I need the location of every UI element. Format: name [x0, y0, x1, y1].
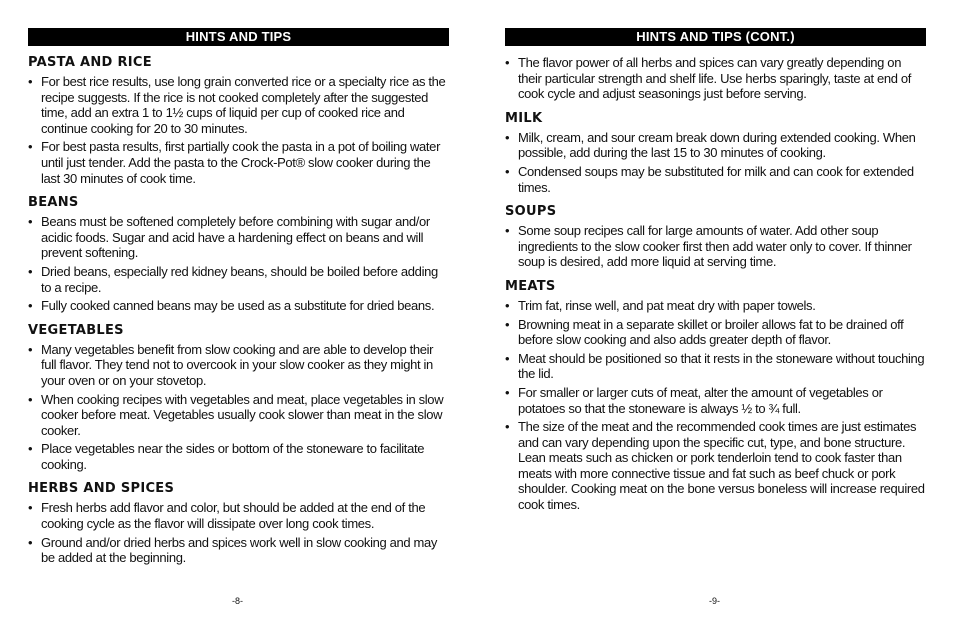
- meats-list: [505, 298, 926, 513]
- list-item: • Milk, cream, and sour cream break down during extended cooking. When possible, add during the last 15 to 30 minutes of cooking.: [505, 130, 926, 161]
- list-item: • Many vegetables benefit from slow cooking and are able to develop their full flavor. They tend not to overcook in your slow cooker as they might in your oven or on your stovetop.: [28, 342, 449, 389]
- list-item: • Trim fat, rinse well, and pat meat dry with paper towels.: [505, 298, 926, 314]
- section-title-beans: BEANS: [28, 195, 79, 211]
- list-item: • Fresh herbs add flavor and color, but should be added at the end of the cooking cycle as the flavor will dissipate over long cook times.: [28, 500, 449, 531]
- list-item: • Condensed soups may be substituted for milk and can cook for extended times.: [505, 164, 926, 195]
- section-title-meats: MEATS: [505, 278, 556, 294]
- list-item: • Place vegetables near the sides or bottom of the stoneware to facilitate cooking.: [28, 441, 449, 472]
- herbs-continued-list: [505, 55, 926, 102]
- right-page: [505, 28, 926, 513]
- herbs-and-spices-list: [28, 500, 449, 565]
- list-item: • Beans must be softened completely before combining with sugar and/or acidic foods. Sugar and acid have a hardening effect on beans and will prevent softening.: [28, 214, 449, 261]
- list-item: • Fully cooked canned beans may be used as a substitute for dried beans.: [28, 298, 449, 314]
- page-number-left: -8-: [232, 596, 243, 606]
- soups-list: [505, 223, 926, 270]
- list-item: • The size of the meat and the recommended cook times are just estimates and can vary depending upon the specific cut, type, and bone structure. Lean meats such as chicken or pork tenderloin tend to cook faster than meats with more connective tissue and fat such as beef chuck or pork shoulder. Cooking meat on the bone versus boneless will increase required cook times.: [505, 419, 926, 513]
- section-title-pasta-and-rice: PASTA AND RICE: [28, 55, 152, 70]
- right-page-banner: HINTS AND TIPS (CONT.): [505, 28, 926, 46]
- list-item: • For best pasta results, first partially cook the pasta in a pot of boiling water until just tender. Add the pasta to the Crock-Pot® slow cooker during the last 30 minutes of cook time.: [28, 139, 449, 186]
- list-item: • For smaller or larger cuts of meat, alter the amount of vegetables or potatoes so that the stoneware is always ½ to ¾ full.: [505, 385, 926, 416]
- list-item: • When cooking recipes with vegetables and meat, place vegetables in slow cooker before meat. Vegetables usually cook slower than meat in the slow cooker.: [28, 392, 449, 439]
- list-item: • Browning meat in a separate skillet or broiler allows fat to be drained off before slow cooking and also adds greater depth of flavor.: [505, 317, 926, 348]
- section-title-soups: SOUPS: [505, 204, 557, 220]
- section-title-milk: MILK: [505, 110, 543, 126]
- page-number-right: -9-: [709, 596, 720, 606]
- list-item: • Meat should be positioned so that it rests in the stoneware without touching the lid.: [505, 351, 926, 382]
- list-item: • The flavor power of all herbs and spices can vary greatly depending on their particular strength and shelf life. Use herbs sparingly, taste at end of cook cycle and adjust seasonings just before serving.: [505, 55, 926, 102]
- pasta-and-rice-list: [28, 74, 449, 186]
- left-page: [28, 28, 449, 566]
- vegetables-list: [28, 342, 449, 473]
- section-title-vegetables: VEGETABLES: [28, 322, 124, 338]
- list-item: • Ground and/or dried herbs and spices work well in slow cooking and may be added at the beginning.: [28, 535, 449, 566]
- milk-list: [505, 130, 926, 195]
- list-item: • For best rice results, use long grain converted rice or a specialty rice as the recipe suggests. If the rice is not cooked completely after the suggested time, add an extra 1 to 1½ cups of liquid per cup of cooked rice and continue cooking for 20 to 30 minutes.: [28, 74, 449, 136]
- list-item: • Dried beans, especially red kidney beans, should be boiled before adding to a recipe.: [28, 264, 449, 295]
- left-page-banner: HINTS AND TIPS: [28, 28, 449, 46]
- beans-list: [28, 214, 449, 314]
- section-title-herbs-and-spices: HERBS AND SPICES: [28, 481, 175, 497]
- list-item: • Some soup recipes call for large amounts of water. Add other soup ingredients to the slow cooker first then add water only to cover. If thinner soup is desired, add more liquid at serving time.: [505, 223, 926, 270]
